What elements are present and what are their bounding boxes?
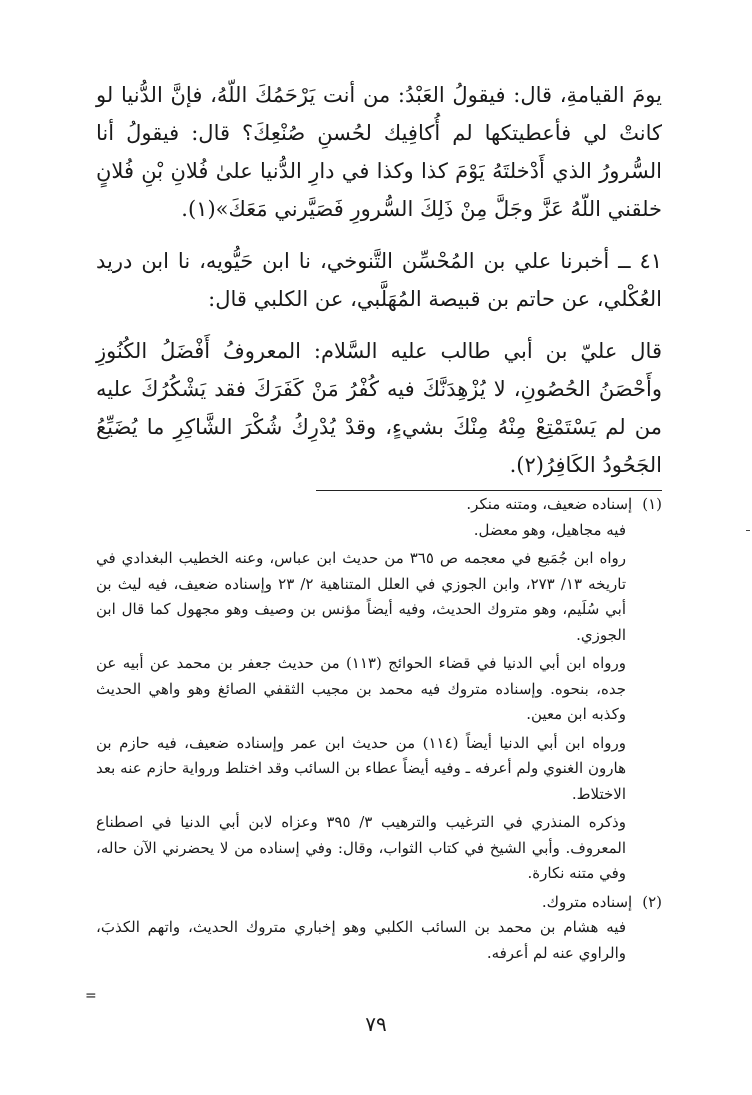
page-number: ٧٩ [365, 1012, 387, 1036]
footnote-1-paragraph: فيه مجاهيل، وهو معضل. [473, 520, 626, 539]
footnote-2-title: إسناده متروك. [541, 892, 633, 911]
margin-tick [746, 530, 750, 531]
margin-mark: = [85, 988, 97, 1004]
paragraph-hadith-41-isnad: ٤١ ــ أخبرنا علي بن المُحْسِّن التَّنوخي، نا ابن حَيُّويه، نا ابن دريد العُكْلي، عن حاتم بن قبيصة المُهَلَّبي، عن الكلبي قال: [96, 249, 662, 311]
main-text [96, 76, 662, 498]
footnote-1-paragraph: ورواه ابن أبي الدنيا أيضاً (١١٤) من حديث ابن عمر وإسناده ضعيف، فيه حازم بن هارون الغنوي ولم أعرفه ـ وفيه أيضاً عطاء بن السائب وقد اختلط ورواية حازم عنه بعد الاختلاط. [96, 733, 626, 803]
paragraph-hadith-continuation: يومَ القيامةِ، قال: فيقولُ العَبْدُ: من أنت يَرْحَمُكَ اللّهُ، فإنَّ الدُّنيا لو كانتْ لي فأعطيتكها لم أُكافِيك لحُسنِ صُنْعِكَ؟ قال: فيقولُ أنا السُّرورُ الذي أَدْخلتَهُ يَوْمَ كذا وكذا في دارِ الدُّنيا علىٰ فُلانِ بْنِ فُلانٍ خلقني اللّهُ عَزَّ وجَلَّ مِنْ ذَلِكَ السُّرورِ فَصَيَّرني مَعَكَ»(١). [96, 83, 662, 221]
footnote-1-paragraph: وذكره المنذري في الترغيب والترهيب ٣/ ٣٩٥ وعزاه لابن أبي الدنيا في اصطناع المعروف. وأبي الشيخ في كتاب الثواب، وقال: وفي إسناده من لا يحضرني الآن حاله، وفي متنه نكارة. [96, 813, 626, 882]
footnotes [96, 492, 662, 969]
paragraph-hadith-41-matn: قال عليّ بن أبي طالب عليه السَّلام: المعروفُ أَفْضَلُ الكُنُوزِ وأَحْصَنُ الحُصُونِ، لا يُزْهِدَنَّكَ فيه كُفْرُ مَنْ كَفَرَكَ فقد يَشْكُرُكَ عليه من لم يَسْتَمْتِعْ مِنْهُ مِنْكَ بشيءٍ، وقدْ يُدْرِكُ شُكْرَ الشَّاكِرِ ما يُضَيِّعُ الجَحُودُ الكَافِرُ(٢). [96, 339, 662, 477]
footnote-2-paragraph: فيه هشام بن محمد بن السائب الكلبي وهو إخباري متروك الحديث، واتهم الكذبَ، والراوي عنه لم أعرفه. [96, 918, 626, 962]
footnote-2 [96, 890, 662, 967]
footnote-1-number: (١) [642, 495, 662, 513]
footnote-1-title: إسناده ضعيف، ومتنه منكر. [466, 495, 633, 513]
footnote-separator [316, 490, 662, 491]
footnote-2-number: (٢) [642, 892, 662, 911]
footnote-1 [96, 492, 662, 887]
footnote-1-body [96, 518, 662, 887]
footnote-1-paragraph: ورواه ابن أبي الدنيا في قضاء الحوائج (١١٣) من حديث جعفر بن محمد عن أبيه عن جده، بنحوه. وإسناده متروك فيه محمد بن مجيب الثقفي الصائغ وهو واهي الحديث وكذبه ابن معين. [96, 654, 626, 723]
footnote-2-body [96, 915, 662, 966]
footnote-2-head [96, 890, 662, 916]
footnote-1-paragraph: رواه ابن جُمَيع في معجمه ص ٣٦٥ من حديث ابن عباس، وعنه الخطيب البغدادي في تاريخه ١٣/ ٢٧٣، وابن الجوزي في العلل المتناهية ٢/ ٢٣ وإسناده ضعيف، فيه ليث بن أبي سُلَيم، وهو متروك الحديث، وفيه أيضاً مؤنس بن وصيف وهو مجهول كما قال ابن الجوزي. [96, 549, 627, 644]
footnote-1-head [96, 492, 662, 518]
